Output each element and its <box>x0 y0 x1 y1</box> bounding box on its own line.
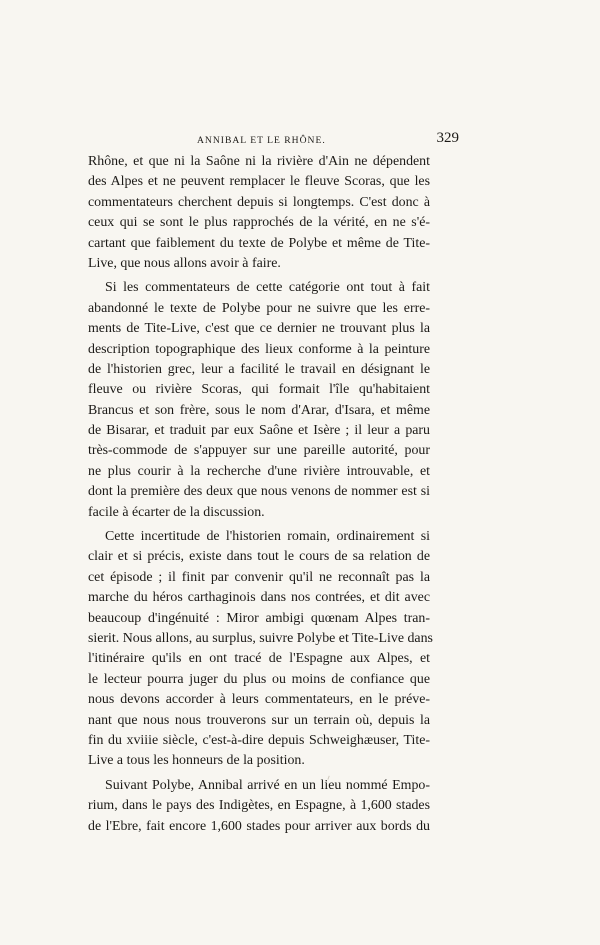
text-line: Suivant Polybe, Annibal arrivé en un lieu nommé Empo- <box>105 777 430 793</box>
text-line: des Alpes et ne peuvent remplacer le fleuve Scoras, que les <box>88 174 430 190</box>
paragraph-3 <box>88 527 433 772</box>
text-line: description topographique des lieux conforme à la peinture <box>88 341 430 357</box>
text-line: nous devons accorder à leurs commentateurs, en le préve- <box>88 692 430 708</box>
text-line: Si les commentateurs de cette catégorie ont tout à fait <box>105 280 430 296</box>
paragraph-2 <box>88 278 430 523</box>
text-line: fin du xviiie siècle, c'est-à-dire depuis Schweighæuser, Tite- <box>88 732 430 748</box>
text-line: ments de Tite-Live, c'est que ce dernier ne trouvant plus la <box>88 321 430 337</box>
text-line: rium, dans le pays des Indigètes, en Espagne, à 1,600 stades <box>88 798 430 814</box>
text-line: abandonné le texte de Polybe pour ne suivre que les erre- <box>88 300 430 316</box>
text-line: marche du héros carthaginois dans nos contrées, et dit avec <box>88 590 430 606</box>
text-line: dont la première des deux que nous venons de nommer est si <box>88 484 430 500</box>
text-line: de l'historien grec, leur a facilité le travail en désignant le <box>88 361 430 377</box>
text-line: sierit. Nous allons, au surplus, suivre Polybe et Tite-Live dans <box>88 630 433 646</box>
text-line: très-commode de s'appuyer sur une pareille autorité, pour <box>88 443 430 459</box>
text-line: cet épisode ; il finit par convenir qu'il ne reconnaît pas la <box>88 569 430 585</box>
text-line: ceux qui se sont le plus rapprochés de la vérité, en ne s'é- <box>88 215 430 231</box>
text-line: commentateurs cherchent depuis si longtemps. C'est donc à <box>88 194 430 210</box>
text-line: beaucoup d'ingénuité : Miror ambigi quœnam Alpes tran- <box>88 610 430 626</box>
text-line: fleuve ou rivière Scoras, qui formait l'île qu'habitaient <box>88 382 430 398</box>
text-line: le lecteur pourra juger du plus ou moins de confiance que <box>88 671 430 687</box>
paragraph-4 <box>88 776 430 837</box>
text-line: Live a tous les honneurs de la position. <box>88 753 305 769</box>
text-line: Rhône, et que ni la Saône ni la rivière d'Ain ne dépendent <box>88 154 430 169</box>
text-line: nant que nous nous trouverons sur un terrain où, depuis la <box>88 712 430 728</box>
running-head <box>175 131 465 151</box>
text-line: de Bisarar, et traduit par eux Saône et Isère ; il leur a paru <box>88 423 430 439</box>
text-line: de l'Ebre, fait encore 1,600 stades pour arriver aux bords du <box>88 818 430 834</box>
text-line: l'itinéraire qu'ils en ont tracé de l'Espagne aux Alpes, et <box>88 651 430 667</box>
text-line: Brancus et son frère, sous le nom d'Arar, d'Isara, et même <box>88 402 430 418</box>
paragraph-1 <box>88 152 430 274</box>
running-title: ANNIBAL ET LE RHÔNE. <box>197 135 326 146</box>
text-line: cartant que faiblement du texte de Polybe et même de Tite- <box>88 235 430 251</box>
text-line: facile à écarter de la discussion. <box>88 504 265 520</box>
page-number: 329 <box>436 130 459 146</box>
text-line: Live, que nous allons avoir à faire. <box>88 255 281 271</box>
text-line: Cette incertitude de l'historien romain, ordinairement si <box>105 529 430 545</box>
body-text <box>88 152 433 837</box>
text-line: clair et si précis, existe dans tout le cours de sa relation de <box>88 549 430 565</box>
text-line: ne plus courir à la recherche d'une rivière introuvable, et <box>88 463 430 479</box>
